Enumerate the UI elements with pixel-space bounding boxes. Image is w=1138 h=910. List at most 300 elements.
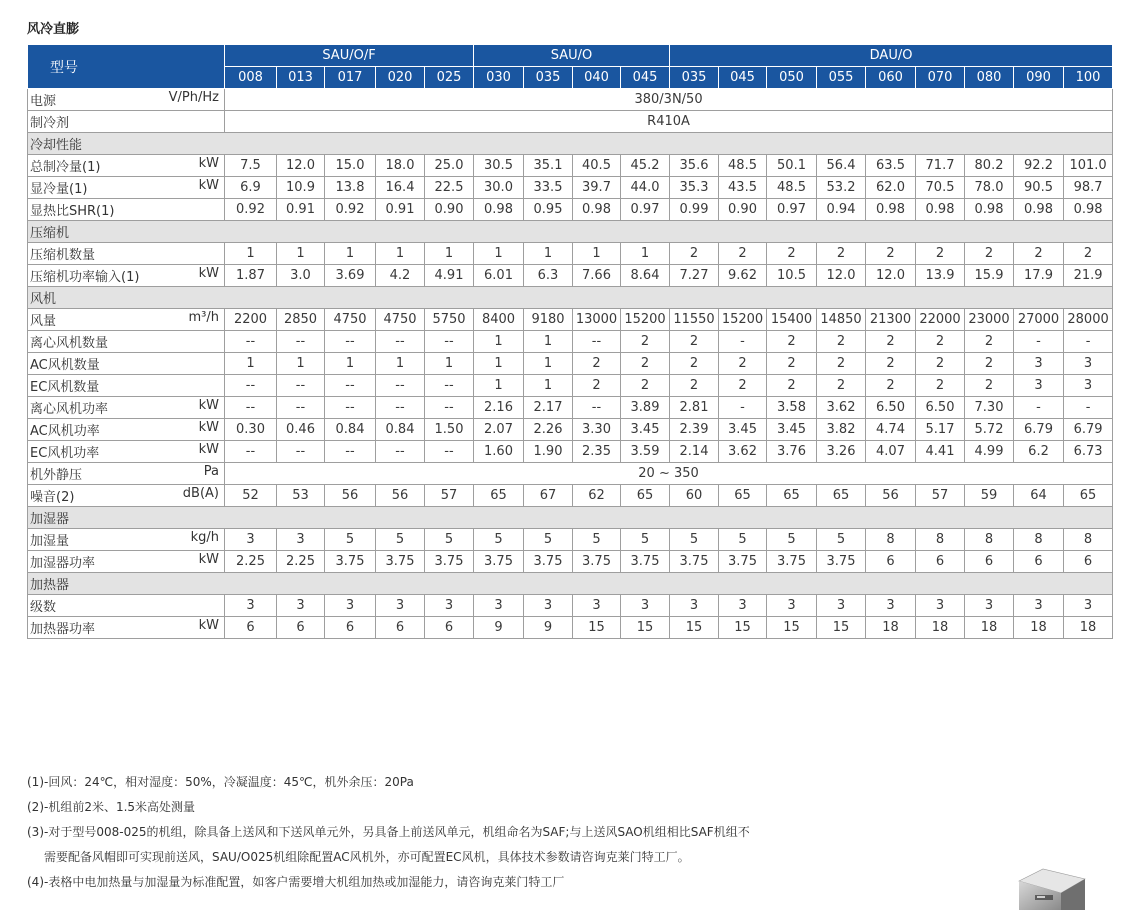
value-cell: -- bbox=[425, 441, 474, 463]
value-cell: 1 bbox=[474, 331, 524, 353]
value-cell: 3 bbox=[1064, 353, 1113, 375]
value-cell: 67 bbox=[524, 485, 573, 507]
model-number: 090 bbox=[1014, 67, 1064, 89]
row-label: 加湿量 bbox=[30, 534, 70, 549]
value-cell: 92.2 bbox=[1014, 155, 1064, 177]
value-cell: 15200 bbox=[719, 309, 767, 331]
table-row bbox=[28, 419, 1113, 441]
value-cell: 65 bbox=[817, 485, 866, 507]
value-cell: 16.4 bbox=[376, 177, 425, 199]
value-cell: 6.01 bbox=[474, 265, 524, 287]
value-cell: 15 bbox=[817, 617, 866, 639]
value-cell: -- bbox=[325, 375, 376, 397]
value-cell: 3.75 bbox=[325, 551, 376, 573]
footnote-2: (2)-机组前2米、1.5米高处测量 bbox=[27, 800, 196, 814]
footnotes bbox=[27, 770, 750, 895]
value-cell: 15200 bbox=[621, 309, 670, 331]
spanning-value: 380/3N/50 bbox=[225, 89, 1113, 111]
value-cell: 5 bbox=[719, 529, 767, 551]
value-cell: 3 bbox=[474, 595, 524, 617]
value-cell: 2 bbox=[1014, 243, 1064, 265]
value-cell: 17.9 bbox=[1014, 265, 1064, 287]
value-cell: 63.5 bbox=[866, 155, 916, 177]
row-label: 显冷量(1) bbox=[30, 182, 88, 197]
value-cell: 2 bbox=[621, 353, 670, 375]
value-cell: 0.97 bbox=[621, 199, 670, 221]
row-label-cell bbox=[28, 617, 225, 639]
value-cell: 1 bbox=[524, 375, 573, 397]
value-cell: 13.8 bbox=[325, 177, 376, 199]
row-label: 离心风机数量 bbox=[30, 336, 109, 351]
row-unit: dB(A) bbox=[182, 486, 219, 501]
value-cell: -- bbox=[425, 331, 474, 353]
value-cell: 2 bbox=[817, 243, 866, 265]
value-cell: 3 bbox=[225, 595, 277, 617]
row-unit: kW bbox=[198, 420, 219, 435]
row-label-cell bbox=[28, 199, 225, 221]
model-number: 017 bbox=[325, 67, 376, 89]
value-cell: 3.45 bbox=[719, 419, 767, 441]
value-cell: 2.81 bbox=[670, 397, 719, 419]
footnote-1: (1)-回风：24℃，相对湿度：50%，冷凝温度：45℃，机外余压：20Pa bbox=[27, 775, 414, 789]
value-cell: 9 bbox=[474, 617, 524, 639]
value-cell: 3.45 bbox=[767, 419, 817, 441]
value-cell: 65 bbox=[767, 485, 817, 507]
value-cell: -- bbox=[376, 331, 425, 353]
category-row bbox=[28, 287, 1113, 309]
row-label-cell bbox=[28, 89, 225, 111]
value-cell: 5 bbox=[425, 529, 474, 551]
row-unit: V/Ph/Hz bbox=[168, 90, 219, 105]
value-cell: 4.2 bbox=[376, 265, 425, 287]
row-label-cell bbox=[28, 529, 225, 551]
row-label-cell bbox=[28, 331, 225, 353]
value-cell: -- bbox=[277, 331, 325, 353]
value-cell: 5 bbox=[670, 529, 719, 551]
value-cell: 3 bbox=[1064, 375, 1113, 397]
value-cell: 3 bbox=[670, 595, 719, 617]
table-row bbox=[28, 155, 1113, 177]
value-cell: 2 bbox=[965, 243, 1014, 265]
value-cell: 1 bbox=[376, 243, 425, 265]
value-cell: 1 bbox=[474, 353, 524, 375]
value-cell: 3 bbox=[573, 595, 621, 617]
value-cell: 3 bbox=[621, 595, 670, 617]
value-cell: 30.0 bbox=[474, 177, 524, 199]
value-cell: 0.90 bbox=[425, 199, 474, 221]
value-cell: 3 bbox=[965, 595, 1014, 617]
value-cell: 6.50 bbox=[916, 397, 965, 419]
row-label-cell bbox=[28, 485, 225, 507]
value-cell: 5.72 bbox=[965, 419, 1014, 441]
model-number: 070 bbox=[916, 67, 965, 89]
value-cell: 8.64 bbox=[621, 265, 670, 287]
row-label: 加湿器功率 bbox=[30, 556, 96, 571]
value-cell: 2.17 bbox=[524, 397, 573, 419]
value-cell: 10.9 bbox=[277, 177, 325, 199]
value-cell: 8400 bbox=[474, 309, 524, 331]
value-cell: 60 bbox=[670, 485, 719, 507]
value-cell: 0.91 bbox=[277, 199, 325, 221]
table-row bbox=[28, 375, 1113, 397]
value-cell: 2.26 bbox=[524, 419, 573, 441]
value-cell: 62.0 bbox=[866, 177, 916, 199]
footnote-3-continued: 需要配备风帽即可实现前送风，SAU/O025机组除配置AC风机外，亦可配置EC风机，具体技术参数请咨询克莱门特工厂。 bbox=[44, 850, 690, 864]
category-label: 加热器 bbox=[28, 573, 1113, 595]
value-cell: 2 bbox=[719, 243, 767, 265]
value-cell: 6 bbox=[1064, 551, 1113, 573]
value-cell: 2.25 bbox=[225, 551, 277, 573]
value-cell: 3 bbox=[325, 595, 376, 617]
value-cell: 56 bbox=[325, 485, 376, 507]
table-row bbox=[28, 243, 1113, 265]
value-cell: 2 bbox=[866, 243, 916, 265]
value-cell: 1 bbox=[325, 243, 376, 265]
row-label: 制冷剂 bbox=[30, 116, 70, 131]
value-cell: 13000 bbox=[573, 309, 621, 331]
value-cell: -- bbox=[376, 375, 425, 397]
table-row bbox=[28, 265, 1113, 287]
value-cell: 0.99 bbox=[670, 199, 719, 221]
value-cell: 3.75 bbox=[376, 551, 425, 573]
value-cell: 56 bbox=[376, 485, 425, 507]
value-cell: 2.39 bbox=[670, 419, 719, 441]
value-cell: 10.5 bbox=[767, 265, 817, 287]
value-cell: 0.98 bbox=[573, 199, 621, 221]
value-cell: 0.84 bbox=[325, 419, 376, 441]
value-cell: 53 bbox=[277, 485, 325, 507]
model-number: 008 bbox=[225, 67, 277, 89]
value-cell: 2 bbox=[767, 243, 817, 265]
table-row bbox=[28, 353, 1113, 375]
value-cell: 6 bbox=[376, 617, 425, 639]
row-label: EC风机功率 bbox=[30, 446, 100, 461]
value-cell: 6 bbox=[325, 617, 376, 639]
row-label-cell bbox=[28, 397, 225, 419]
row-label-cell bbox=[28, 463, 225, 485]
value-cell: 2 bbox=[817, 375, 866, 397]
value-cell: 6.79 bbox=[1014, 419, 1064, 441]
value-cell: 1 bbox=[474, 375, 524, 397]
value-cell: 2 bbox=[719, 375, 767, 397]
value-cell: 1 bbox=[425, 243, 474, 265]
row-unit: kW bbox=[198, 442, 219, 457]
value-cell: 2 bbox=[670, 331, 719, 353]
value-cell: 0.92 bbox=[325, 199, 376, 221]
value-cell: - bbox=[719, 397, 767, 419]
row-label-cell bbox=[28, 265, 225, 287]
model-number: 035 bbox=[524, 67, 573, 89]
row-label-cell bbox=[28, 419, 225, 441]
value-cell: - bbox=[719, 331, 767, 353]
value-cell: 1 bbox=[524, 353, 573, 375]
value-cell: 2 bbox=[965, 375, 1014, 397]
value-cell: 2.07 bbox=[474, 419, 524, 441]
value-cell: 70.5 bbox=[916, 177, 965, 199]
row-label: 压缩机功率输入(1) bbox=[30, 270, 140, 285]
value-cell: 4.74 bbox=[866, 419, 916, 441]
row-label-cell bbox=[28, 375, 225, 397]
value-cell: 0.91 bbox=[376, 199, 425, 221]
value-cell: 7.66 bbox=[573, 265, 621, 287]
value-cell: 5 bbox=[474, 529, 524, 551]
product-unit-image bbox=[1015, 865, 1087, 910]
value-cell: 2 bbox=[1064, 243, 1113, 265]
value-cell: 5 bbox=[767, 529, 817, 551]
value-cell: -- bbox=[277, 397, 325, 419]
value-cell: 2.35 bbox=[573, 441, 621, 463]
row-label: AC风机功率 bbox=[30, 424, 100, 439]
value-cell: -- bbox=[225, 331, 277, 353]
row-label: 显热比SHR(1) bbox=[30, 204, 115, 219]
value-cell: 4.99 bbox=[965, 441, 1014, 463]
value-cell: 8 bbox=[965, 529, 1014, 551]
value-cell: 3 bbox=[1014, 595, 1064, 617]
value-cell: 40.5 bbox=[573, 155, 621, 177]
value-cell: -- bbox=[225, 397, 277, 419]
value-cell: 6.79 bbox=[1064, 419, 1113, 441]
row-label: 加热器功率 bbox=[30, 622, 96, 637]
value-cell: 1 bbox=[225, 353, 277, 375]
category-row bbox=[28, 133, 1113, 155]
value-cell: 0.98 bbox=[866, 199, 916, 221]
value-cell: 6 bbox=[965, 551, 1014, 573]
value-cell: 0.30 bbox=[225, 419, 277, 441]
table-header bbox=[28, 45, 1113, 89]
value-cell: 4.41 bbox=[916, 441, 965, 463]
row-unit: kg/h bbox=[190, 530, 219, 545]
value-cell: 15 bbox=[670, 617, 719, 639]
table-row bbox=[28, 177, 1113, 199]
row-label-cell bbox=[28, 595, 225, 617]
table-row bbox=[28, 463, 1113, 485]
value-cell: 8 bbox=[1014, 529, 1064, 551]
value-cell: 3 bbox=[1014, 353, 1064, 375]
value-cell: 2 bbox=[573, 353, 621, 375]
value-cell: 65 bbox=[474, 485, 524, 507]
model-number: 055 bbox=[817, 67, 866, 89]
value-cell: -- bbox=[376, 397, 425, 419]
value-cell: 2 bbox=[621, 331, 670, 353]
model-number: 025 bbox=[425, 67, 474, 89]
category-row bbox=[28, 221, 1113, 243]
value-cell: 0.95 bbox=[524, 199, 573, 221]
value-cell: 3.58 bbox=[767, 397, 817, 419]
value-cell: 3.75 bbox=[573, 551, 621, 573]
value-cell: 4750 bbox=[376, 309, 425, 331]
table-row bbox=[28, 595, 1113, 617]
value-cell: 45.2 bbox=[621, 155, 670, 177]
value-cell: 3 bbox=[1064, 595, 1113, 617]
value-cell: 8 bbox=[866, 529, 916, 551]
value-cell: 2 bbox=[965, 331, 1014, 353]
value-cell: 4.07 bbox=[866, 441, 916, 463]
value-cell: 0.94 bbox=[817, 199, 866, 221]
value-cell: -- bbox=[325, 441, 376, 463]
value-cell: 3 bbox=[916, 595, 965, 617]
row-unit: kW bbox=[198, 178, 219, 193]
row-label: 风量 bbox=[30, 314, 57, 329]
row-label-cell bbox=[28, 155, 225, 177]
value-cell: 3 bbox=[277, 595, 325, 617]
value-cell: 1.87 bbox=[225, 265, 277, 287]
value-cell: 2 bbox=[965, 353, 1014, 375]
row-label: 离心风机功率 bbox=[30, 402, 109, 417]
value-cell: 15.0 bbox=[325, 155, 376, 177]
value-cell: 18.0 bbox=[376, 155, 425, 177]
value-cell: 2 bbox=[670, 243, 719, 265]
value-cell: 65 bbox=[1064, 485, 1113, 507]
value-cell: 1 bbox=[325, 353, 376, 375]
value-cell: -- bbox=[573, 397, 621, 419]
value-cell: 59 bbox=[965, 485, 1014, 507]
value-cell: 50.1 bbox=[767, 155, 817, 177]
table-body bbox=[28, 89, 1113, 639]
value-cell: 21300 bbox=[866, 309, 916, 331]
value-cell: 8 bbox=[1064, 529, 1113, 551]
value-cell: 6 bbox=[916, 551, 965, 573]
value-cell: 2 bbox=[866, 375, 916, 397]
value-cell: 6 bbox=[225, 617, 277, 639]
value-cell: 6.9 bbox=[225, 177, 277, 199]
value-cell: 65 bbox=[621, 485, 670, 507]
value-cell: 90.5 bbox=[1014, 177, 1064, 199]
value-cell: 3 bbox=[866, 595, 916, 617]
table-row bbox=[28, 331, 1113, 353]
model-number: 035 bbox=[670, 67, 719, 89]
value-cell: 18 bbox=[1064, 617, 1113, 639]
value-cell: 3 bbox=[817, 595, 866, 617]
value-cell: 53.2 bbox=[817, 177, 866, 199]
model-number: 030 bbox=[474, 67, 524, 89]
value-cell: 7.5 bbox=[225, 155, 277, 177]
value-cell: 1 bbox=[573, 243, 621, 265]
value-cell: 3.75 bbox=[670, 551, 719, 573]
value-cell: 3.45 bbox=[621, 419, 670, 441]
value-cell: 2 bbox=[767, 331, 817, 353]
category-label: 加湿器 bbox=[28, 507, 1113, 529]
category-label: 风机 bbox=[28, 287, 1113, 309]
value-cell: 0.98 bbox=[474, 199, 524, 221]
value-cell: -- bbox=[225, 441, 277, 463]
value-cell: 5 bbox=[325, 529, 376, 551]
value-cell: 6 bbox=[277, 617, 325, 639]
value-cell: 5.17 bbox=[916, 419, 965, 441]
row-label-cell bbox=[28, 441, 225, 463]
value-cell: 3 bbox=[425, 595, 474, 617]
value-cell: 6 bbox=[425, 617, 474, 639]
model-number: 050 bbox=[767, 67, 817, 89]
spanning-value: R410A bbox=[225, 111, 1113, 133]
value-cell: 0.98 bbox=[965, 199, 1014, 221]
value-cell: 56 bbox=[866, 485, 916, 507]
value-cell: 22000 bbox=[916, 309, 965, 331]
value-cell: 2 bbox=[866, 353, 916, 375]
value-cell: 2 bbox=[621, 375, 670, 397]
value-cell: 3.69 bbox=[325, 265, 376, 287]
value-cell: -- bbox=[277, 441, 325, 463]
value-cell: 4750 bbox=[325, 309, 376, 331]
value-cell: 5750 bbox=[425, 309, 474, 331]
row-unit: kW bbox=[198, 156, 219, 171]
value-cell: - bbox=[1014, 397, 1064, 419]
value-cell: 25.0 bbox=[425, 155, 474, 177]
value-cell: 35.1 bbox=[524, 155, 573, 177]
value-cell: 9 bbox=[524, 617, 573, 639]
value-cell: 0.46 bbox=[277, 419, 325, 441]
value-cell: 33.5 bbox=[524, 177, 573, 199]
value-cell: 6.73 bbox=[1064, 441, 1113, 463]
value-cell: -- bbox=[425, 397, 474, 419]
row-label: 总制冷量(1) bbox=[30, 160, 101, 175]
row-unit: kW bbox=[198, 398, 219, 413]
value-cell: 18 bbox=[1014, 617, 1064, 639]
value-cell: 6 bbox=[1014, 551, 1064, 573]
value-cell: 2.16 bbox=[474, 397, 524, 419]
value-cell: 1 bbox=[277, 353, 325, 375]
model-number: 080 bbox=[965, 67, 1014, 89]
value-cell: 0.98 bbox=[1064, 199, 1113, 221]
table-row bbox=[28, 111, 1113, 133]
value-cell: 7.30 bbox=[965, 397, 1014, 419]
table-row bbox=[28, 551, 1113, 573]
value-cell: 30.5 bbox=[474, 155, 524, 177]
value-cell: 2 bbox=[767, 353, 817, 375]
row-unit: kW bbox=[198, 266, 219, 281]
row-label-cell bbox=[28, 111, 225, 133]
category-row bbox=[28, 507, 1113, 529]
value-cell: 18 bbox=[866, 617, 916, 639]
value-cell: 3.89 bbox=[621, 397, 670, 419]
value-cell: 62 bbox=[573, 485, 621, 507]
value-cell: - bbox=[1064, 331, 1113, 353]
row-label: 机外静压 bbox=[30, 468, 83, 483]
row-label-cell bbox=[28, 177, 225, 199]
table-row bbox=[28, 89, 1113, 111]
value-cell: 2.14 bbox=[670, 441, 719, 463]
value-cell: 3.62 bbox=[817, 397, 866, 419]
value-cell: 2 bbox=[916, 353, 965, 375]
table-row bbox=[28, 397, 1113, 419]
row-unit: Pa bbox=[203, 464, 219, 479]
value-cell: 15 bbox=[719, 617, 767, 639]
value-cell: 43.5 bbox=[719, 177, 767, 199]
value-cell: 3.75 bbox=[719, 551, 767, 573]
value-cell: -- bbox=[325, 331, 376, 353]
value-cell: 3.75 bbox=[474, 551, 524, 573]
value-cell: 80.2 bbox=[965, 155, 1014, 177]
value-cell: 2.25 bbox=[277, 551, 325, 573]
spanning-value: 20 ~ 350 bbox=[225, 463, 1113, 485]
value-cell: 65 bbox=[719, 485, 767, 507]
value-cell: 1 bbox=[425, 353, 474, 375]
row-label-cell bbox=[28, 353, 225, 375]
value-cell: 1.90 bbox=[524, 441, 573, 463]
value-cell: 13.9 bbox=[916, 265, 965, 287]
value-cell: 57 bbox=[425, 485, 474, 507]
value-cell: 71.7 bbox=[916, 155, 965, 177]
model-number: 100 bbox=[1064, 67, 1113, 89]
table-row bbox=[28, 199, 1113, 221]
value-cell: 9180 bbox=[524, 309, 573, 331]
value-cell: 52 bbox=[225, 485, 277, 507]
value-cell: 78.0 bbox=[965, 177, 1014, 199]
value-cell: 4.91 bbox=[425, 265, 474, 287]
section-title: 风冷直膨 bbox=[27, 22, 80, 37]
value-cell: 6.50 bbox=[866, 397, 916, 419]
value-cell: 1 bbox=[524, 331, 573, 353]
value-cell: 5 bbox=[524, 529, 573, 551]
